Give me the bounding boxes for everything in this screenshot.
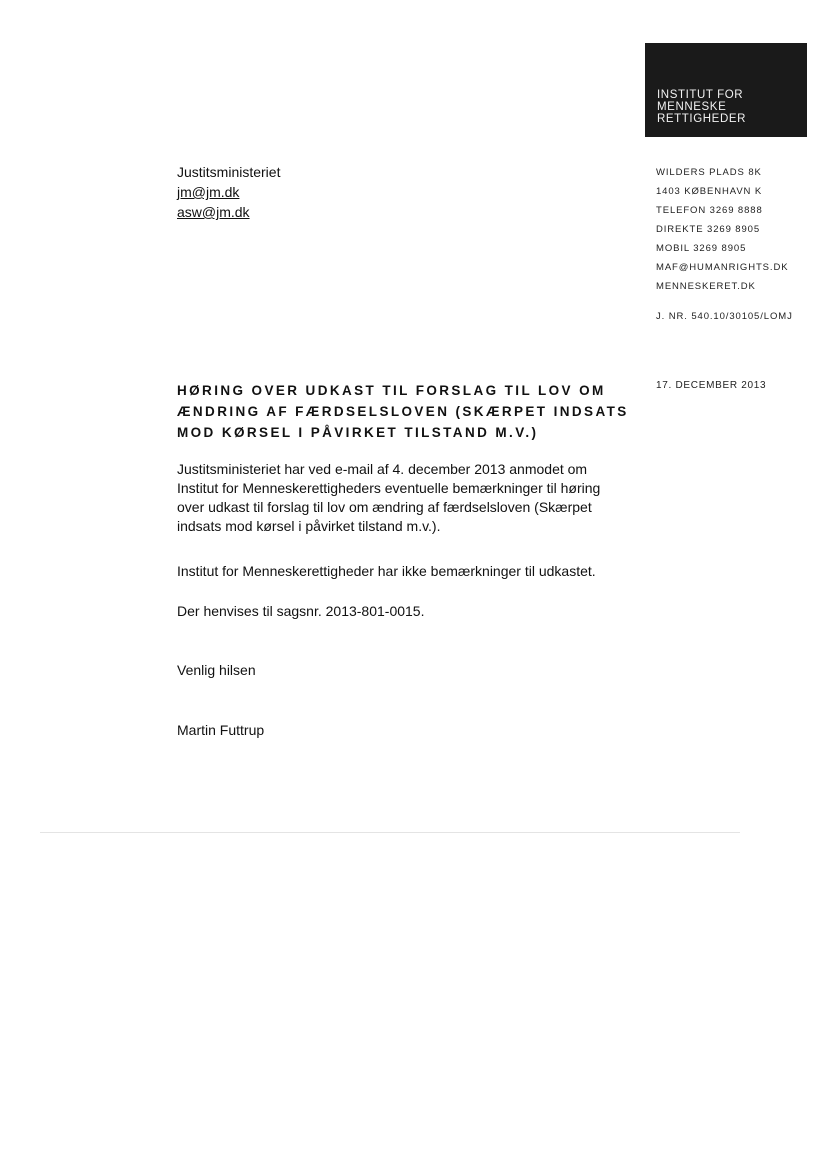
- body-line: over udkast til forslag til lov om ændring af færdselsloven (Skærpet: [177, 499, 592, 515]
- recipient-name: Justitsministeriet: [177, 164, 281, 180]
- body-paragraph-2: Institut for Menneskerettigheder har ikke bemærkninger til udkastet.: [177, 563, 596, 579]
- sender-direct-phone: DIREKTE 3269 8905: [656, 224, 761, 235]
- logo-line-3: RETTIGHEDER: [657, 113, 747, 125]
- sender-street: WILDERS PLADS 8K: [656, 167, 762, 178]
- body-line: Institut for Menneskerettigheders eventuelle bemærkninger til høring: [177, 480, 601, 496]
- body-line: Justitsministeriet har ved e-mail af 4. december 2013 anmodet om: [177, 461, 588, 477]
- heading-line: MOD KØRSEL I PÅVIRKET TILSTAND M.V.): [177, 425, 539, 440]
- sender-city: 1403 KØBENHAVN K: [656, 186, 763, 197]
- signature-name: Martin Futtrup: [177, 722, 265, 738]
- logo-line-1: INSTITUT FOR: [657, 89, 744, 101]
- footer-divider: [40, 832, 740, 833]
- letter-heading: [177, 380, 647, 443]
- closing-greeting: Venlig hilsen: [177, 662, 256, 678]
- sender-email: MAF@HUMANRIGHTS.DK: [656, 262, 789, 273]
- heading-line: ÆNDRING AF FÆRDSELSLOVEN (SKÆRPET INDSATS: [177, 404, 629, 419]
- sender-mobile: MOBIL 3269 8905: [656, 243, 747, 254]
- recipient-email-link[interactable]: jm@jm.dk: [177, 184, 240, 200]
- logo-line-2: MENNESKE: [657, 101, 727, 113]
- body-line: indsats mod kørsel i påvirket tilstand m.v.).: [177, 518, 441, 534]
- heading-line: HØRING OVER UDKAST TIL FORSLAG TIL LOV OM: [177, 383, 606, 398]
- recipient-block: [177, 162, 280, 222]
- sender-phone: TELEFON 3269 8888: [656, 205, 763, 216]
- letter-date: 17. DECEMBER 2013: [656, 380, 767, 391]
- sender-website: MENNESKERET.DK: [656, 281, 756, 292]
- body-paragraph-3: Der henvises til sagsnr. 2013-801-0015.: [177, 603, 425, 619]
- sender-address-block: [656, 163, 788, 296]
- institute-logo: [645, 43, 807, 137]
- body-paragraph-1: [177, 460, 600, 536]
- journal-number: J. NR. 540.10/30105/LOMJ: [656, 311, 793, 322]
- recipient-email-link[interactable]: asw@jm.dk: [177, 204, 250, 220]
